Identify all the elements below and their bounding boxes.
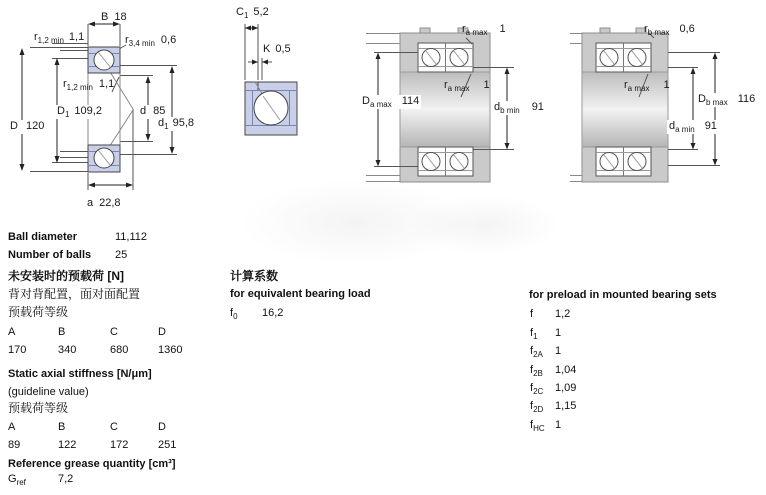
factor-f2b-symbol: $f_{2B}$ bbox=[530, 364, 543, 379]
preload-grade-line: 预载荷等级 bbox=[8, 305, 69, 319]
fig4-bearing-pair-bottom bbox=[596, 147, 651, 176]
dim-label-ra-max-top: $r_{a max}$ 1 bbox=[462, 23, 506, 38]
dim-label-D1: $D_1$ 109,2 bbox=[57, 105, 102, 120]
stiffness-grade-col-d: D bbox=[158, 421, 166, 433]
factor-f-symbol: f bbox=[530, 308, 534, 320]
factor-f-value: 1,2 bbox=[555, 308, 571, 320]
factor-f2a-value: 1 bbox=[555, 345, 562, 357]
dim-label-db-min: $d_{b min}$ 91 bbox=[494, 101, 544, 116]
fig4-arrowheads bbox=[691, 53, 718, 166]
dim-label-rb-max: $r_{b max}$ 0,6 bbox=[644, 23, 695, 38]
bearing-cross-section-figure bbox=[0, 0, 212, 225]
dim-label-C1: $C_1$ 5,2 bbox=[236, 6, 269, 21]
number-of-balls-value: 25 bbox=[115, 249, 128, 261]
factor-f2c-symbol: $f_{2C}$ bbox=[530, 382, 544, 397]
dim-label-r34-top: $r_{3,4 min}$ 0,6 bbox=[125, 34, 177, 49]
f0-value: 16,2 bbox=[262, 307, 284, 319]
dim-label-ra-max-fig4: $r_{a max}$ 1 bbox=[624, 79, 670, 94]
factor-f2a-symbol: $f_{2A}$ bbox=[530, 345, 543, 360]
preload-unmounted-title: 未安装时的预载荷 [N] bbox=[8, 269, 124, 283]
factor-f1-value: 1 bbox=[555, 327, 562, 339]
calc-factors-title: 计算系数 bbox=[230, 269, 279, 283]
fig1-bearing-bottom bbox=[88, 145, 120, 172]
factor-fhc-symbol: $f_{HC}$ bbox=[530, 419, 545, 434]
factor-f2d-value: 1,15 bbox=[555, 400, 577, 412]
factor-fhc-value: 1 bbox=[555, 419, 562, 431]
stiffness-grade-col-b: B bbox=[58, 421, 66, 433]
preload-value-d: 1360 bbox=[158, 344, 183, 356]
dim-label-da-min: $d_{a min}$ 91 bbox=[669, 120, 717, 135]
ball-diameter-value: 11,112 bbox=[115, 231, 148, 243]
fig1-bearing-top bbox=[88, 47, 120, 73]
dim-label-Db-max: $D_{b max}$ 116 bbox=[698, 93, 756, 108]
fig3-bearing-pair-top bbox=[418, 43, 473, 72]
factor-f2c-value: 1,09 bbox=[555, 382, 577, 394]
stiffness-title: Static axial stiffness [N/μm] bbox=[8, 368, 152, 380]
stiffness-value-a: 89 bbox=[8, 439, 21, 451]
ball-diameter-label: Ball diameter bbox=[8, 231, 78, 243]
stiffness-value-d: 251 bbox=[158, 439, 177, 451]
dim-label-K: K 0,5 bbox=[263, 43, 291, 55]
dim-label-ra-max-mid: $r_{a max}$ 1 bbox=[444, 79, 490, 94]
stiffness-value-b: 122 bbox=[58, 439, 77, 451]
dim-label-d: d 85 bbox=[138, 105, 167, 119]
dim-label-d1: $d_1$ 95,8 bbox=[158, 117, 194, 132]
fig2-bearing bbox=[245, 82, 297, 135]
stiffness-grade-col-a: A bbox=[8, 421, 16, 433]
stiffness-grade-line: 预载荷等级 bbox=[8, 401, 69, 415]
stiffness-grade-col-c: C bbox=[110, 421, 118, 433]
grease-value: 7,2 bbox=[58, 473, 74, 485]
preload-factors-title: for preload in mounted bearing sets bbox=[529, 289, 717, 301]
factor-f1-symbol: $f_1$ bbox=[530, 327, 538, 342]
preload-grade-col-d: D bbox=[158, 326, 166, 338]
fig4-side-lines bbox=[570, 34, 582, 182]
preload-grade-col-c: C bbox=[110, 326, 118, 338]
dim-label-Da-max: $D_{a max}$ 114 bbox=[362, 95, 420, 110]
seal-detail-figure bbox=[228, 0, 340, 145]
stiffness-guideline-line: (guideline value) bbox=[8, 386, 89, 398]
preload-value-c: 680 bbox=[110, 344, 129, 356]
grease-title: Reference grease quantity [cm³] bbox=[8, 458, 176, 470]
preload-arrangement-line: 背对背配置，面对面配置 bbox=[8, 287, 141, 301]
watermark bbox=[410, 195, 560, 255]
preload-value-b: 340 bbox=[58, 344, 77, 356]
dim-label-r12-top: $r_{1,2 min}$ 1,1 bbox=[34, 31, 85, 46]
calc-factors-subtitle: for equivalent bearing load bbox=[230, 288, 371, 300]
dim-label-D: D 120 bbox=[8, 120, 46, 134]
f0-symbol: $f_0$ bbox=[230, 307, 238, 322]
grease-symbol: $G_{ref}$ bbox=[8, 473, 26, 488]
preload-value-a: 170 bbox=[8, 344, 27, 356]
factor-f2b-value: 1,04 bbox=[555, 364, 577, 376]
fig4-bearing-pair-top bbox=[596, 43, 651, 72]
fig3-bearing-pair-bottom bbox=[418, 147, 473, 176]
dim-label-r12-mid: $r_{1,2 min}$ 1,1 bbox=[63, 78, 115, 93]
fig4-dimension-lines bbox=[693, 54, 715, 164]
number-of-balls-label: Number of balls bbox=[8, 249, 92, 261]
preload-grade-col-a: A bbox=[8, 326, 16, 338]
dim-label-a: a 22,8 bbox=[87, 197, 121, 209]
stiffness-value-c: 172 bbox=[110, 439, 129, 451]
preload-grade-col-b: B bbox=[58, 326, 66, 338]
factor-f2d-symbol: $f_{2D}$ bbox=[530, 400, 544, 415]
dim-label-B: B 18 bbox=[101, 11, 127, 23]
